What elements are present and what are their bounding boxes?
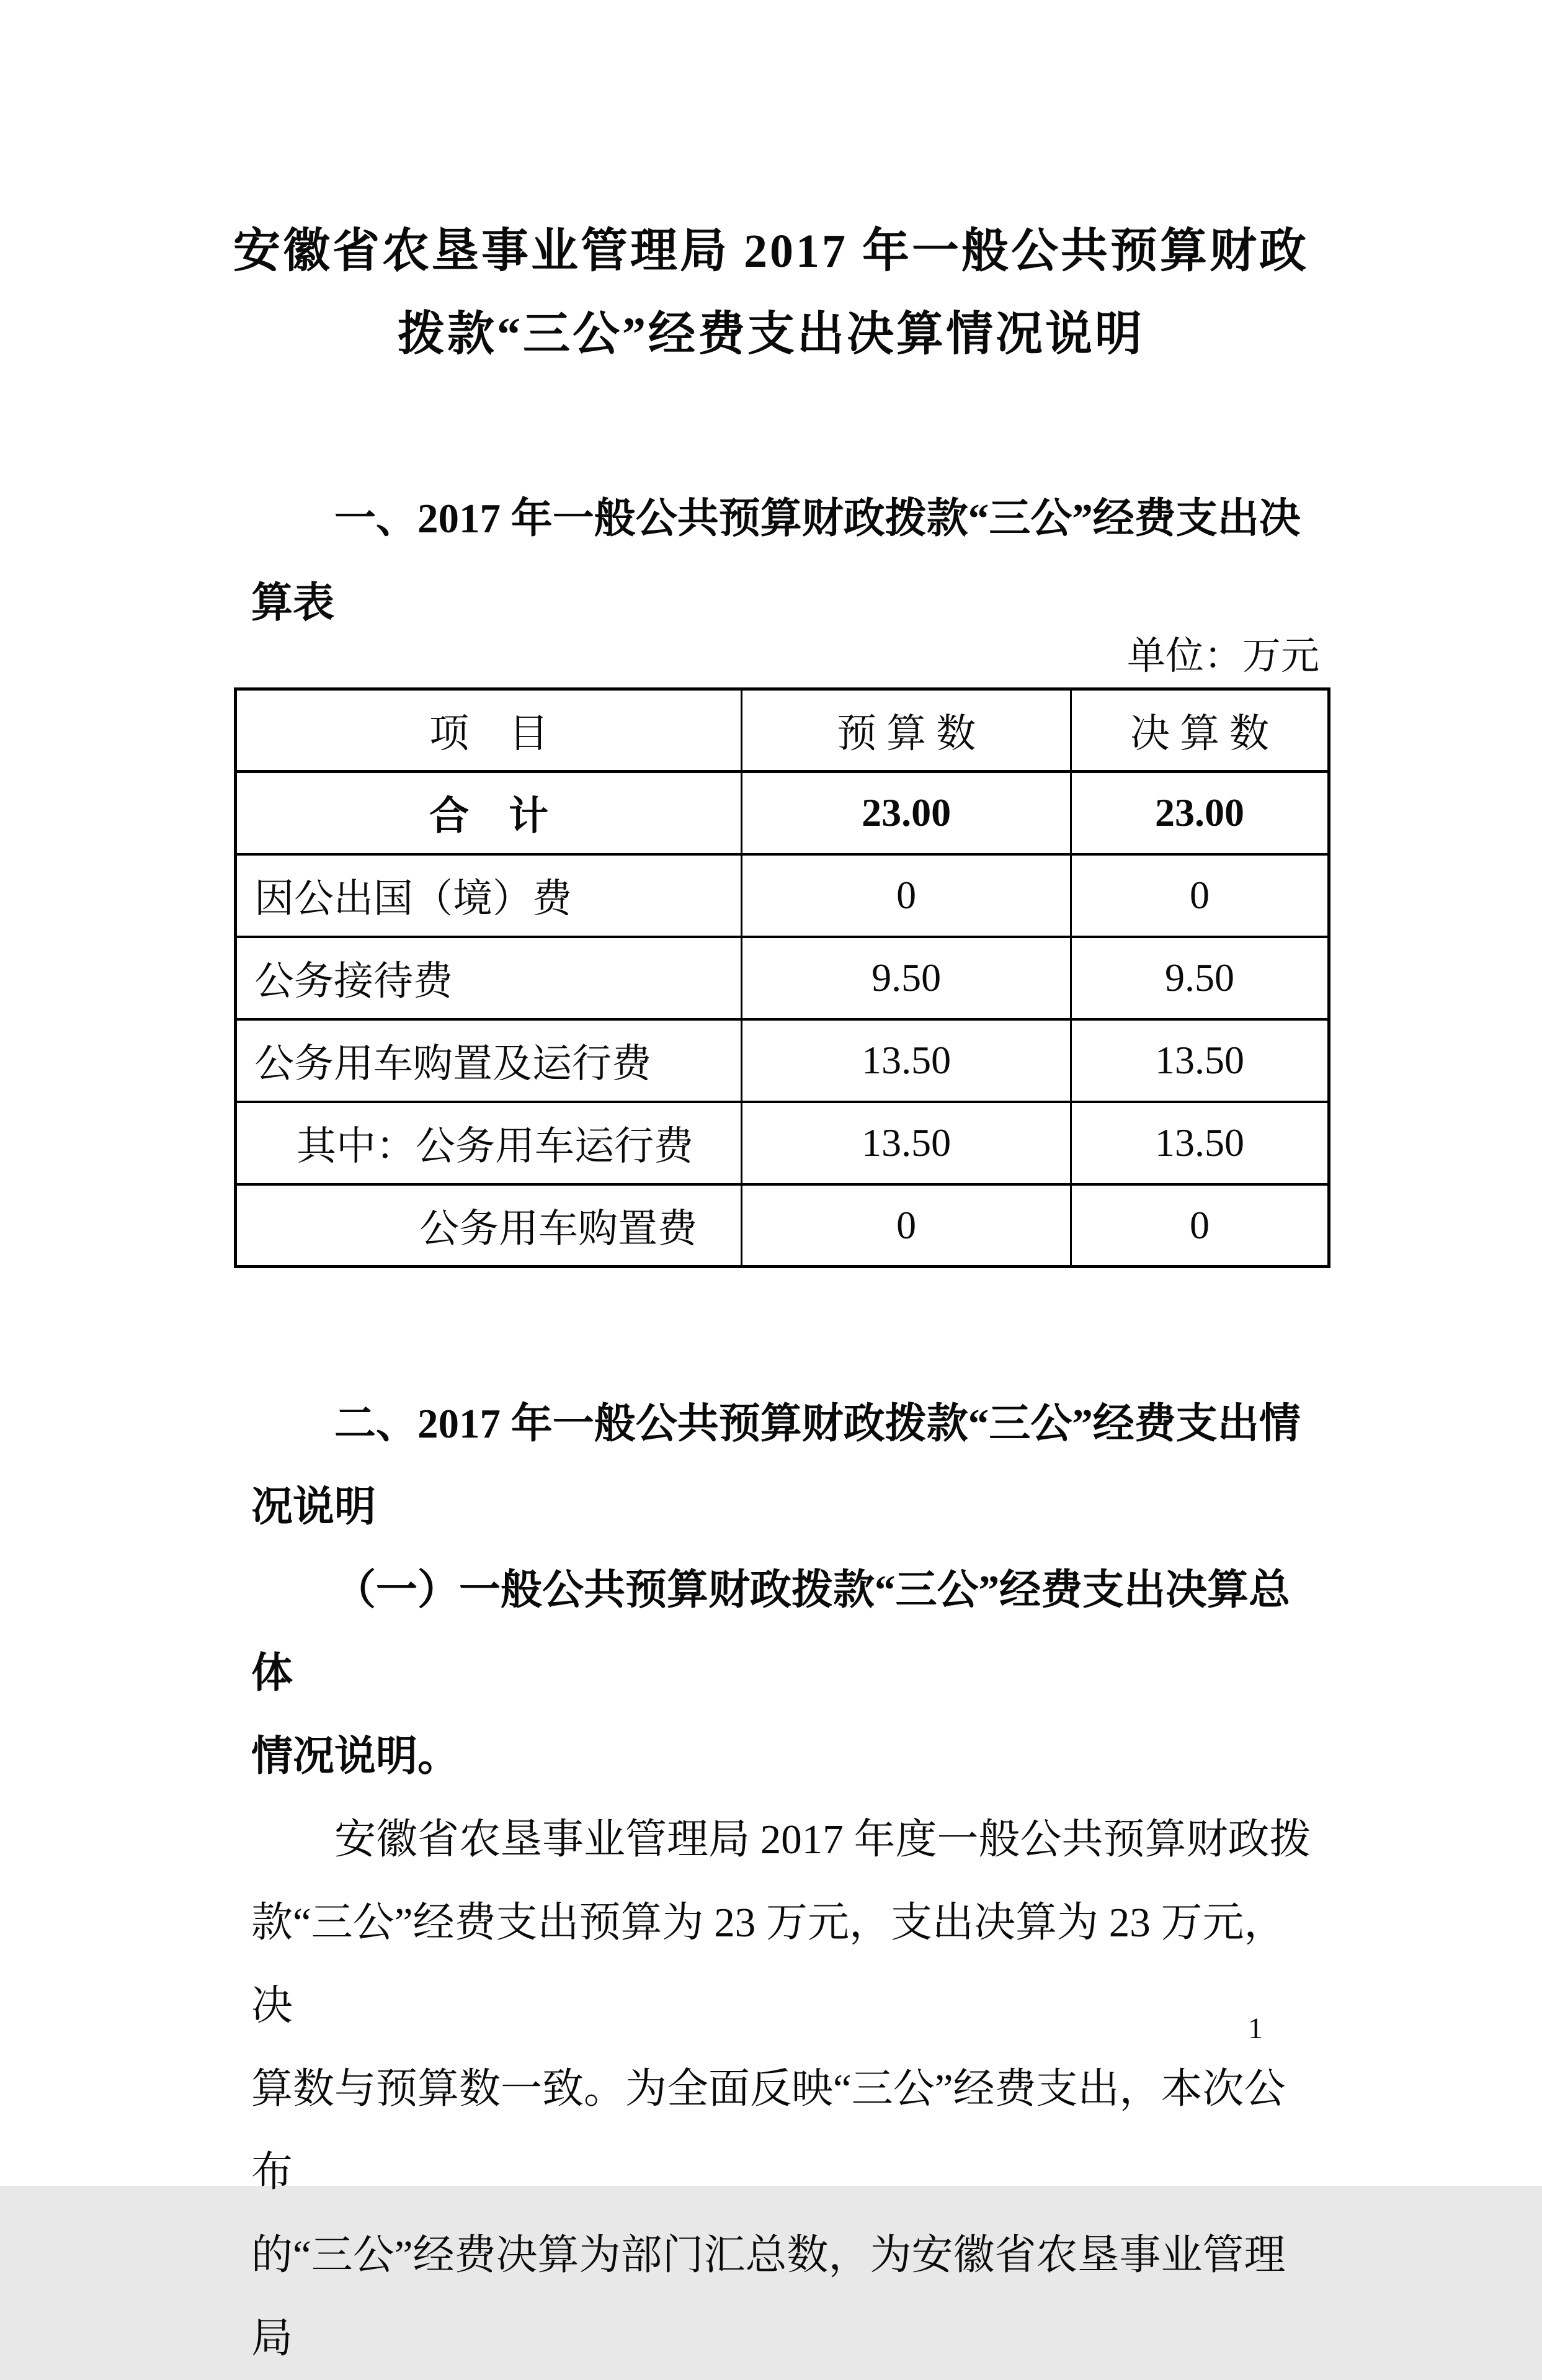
final-cell: 0	[1071, 854, 1329, 937]
budget-cell: 23.00	[742, 772, 1071, 854]
final-cell: 13.50	[1071, 1102, 1329, 1184]
budget-cell: 13.50	[742, 1102, 1071, 1184]
page-number: 1	[1248, 2012, 1263, 2045]
document-title-line1: 安徽省农垦事业管理局 2017 年一般公共预算财政	[233, 225, 1309, 277]
item-cell: 因公出国（境）费	[236, 854, 742, 937]
item-cell: 公务接待费	[236, 937, 742, 1019]
paragraph-line1: 安徽省农垦事业管理局 2017 年度一般公共预算财政拨	[334, 1817, 1311, 1863]
table-row	[236, 772, 1329, 854]
paragraph-line4: 的“三公”经费决算为部门汇总数，为安徽省农垦事业管理局	[251, 2232, 1286, 2361]
subsection-one-line1: （一）一般公共预算财政拨款“三公”经费支出决算总体	[251, 1567, 1290, 1696]
final-cell: 13.50	[1071, 1019, 1329, 1102]
header-item: 项 目	[236, 689, 742, 772]
item-cell: 其中：公务用车运行费	[236, 1102, 742, 1184]
final-cell: 9.50	[1071, 937, 1329, 1019]
expenditure-table-header	[236, 689, 1329, 772]
item-cell: 合 计	[236, 772, 742, 854]
paragraph-line3: 算数与预算数一致。为全面反映“三公”经费支出，本次公布	[251, 2066, 1286, 2195]
table-row	[236, 937, 1329, 1019]
body-text	[251, 1382, 1324, 2380]
paragraph-line2: 款“三公”经费支出预算为 23 万元，支出决算为 23 万元，决	[251, 1900, 1286, 2029]
section-one-heading	[251, 476, 1324, 645]
section-two-line2: 况说明	[251, 1484, 376, 1530]
expenditure-table	[234, 687, 1330, 1268]
table-row	[236, 1184, 1329, 1267]
item-cell: 公务用车购置及运行费	[236, 1019, 742, 1102]
document-title-line2: 拨款“三公”经费支出决算情况说明	[398, 308, 1144, 360]
table-body	[236, 772, 1329, 1267]
header-final: 决 算 数	[1071, 689, 1329, 772]
table-header-row	[236, 689, 1329, 772]
final-cell: 0	[1071, 1184, 1329, 1267]
unit-label: 单位：万元	[1126, 635, 1319, 678]
budget-cell: 9.50	[742, 937, 1071, 1019]
document-title	[0, 210, 1542, 376]
section-two-line1: 二、2017 年一般公共预算财政拨款“三公”经费支出情	[334, 1401, 1301, 1447]
item-cell: 公务用车购置费	[236, 1184, 742, 1267]
table-row	[236, 1019, 1329, 1102]
final-cell: 23.00	[1071, 772, 1329, 854]
budget-cell: 0	[742, 1184, 1071, 1267]
header-budget: 预 算 数	[742, 689, 1071, 772]
table-row	[236, 854, 1329, 937]
section-one-line1: 一、2017 年一般公共预算财政拨款“三公”经费支出决	[334, 496, 1301, 542]
budget-cell: 0	[742, 854, 1071, 937]
section-one-line2: 算表	[251, 580, 334, 626]
table-row	[236, 1102, 1329, 1184]
subsection-one-line2: 情况说明。	[251, 1734, 459, 1779]
budget-cell: 13.50	[742, 1019, 1071, 1102]
